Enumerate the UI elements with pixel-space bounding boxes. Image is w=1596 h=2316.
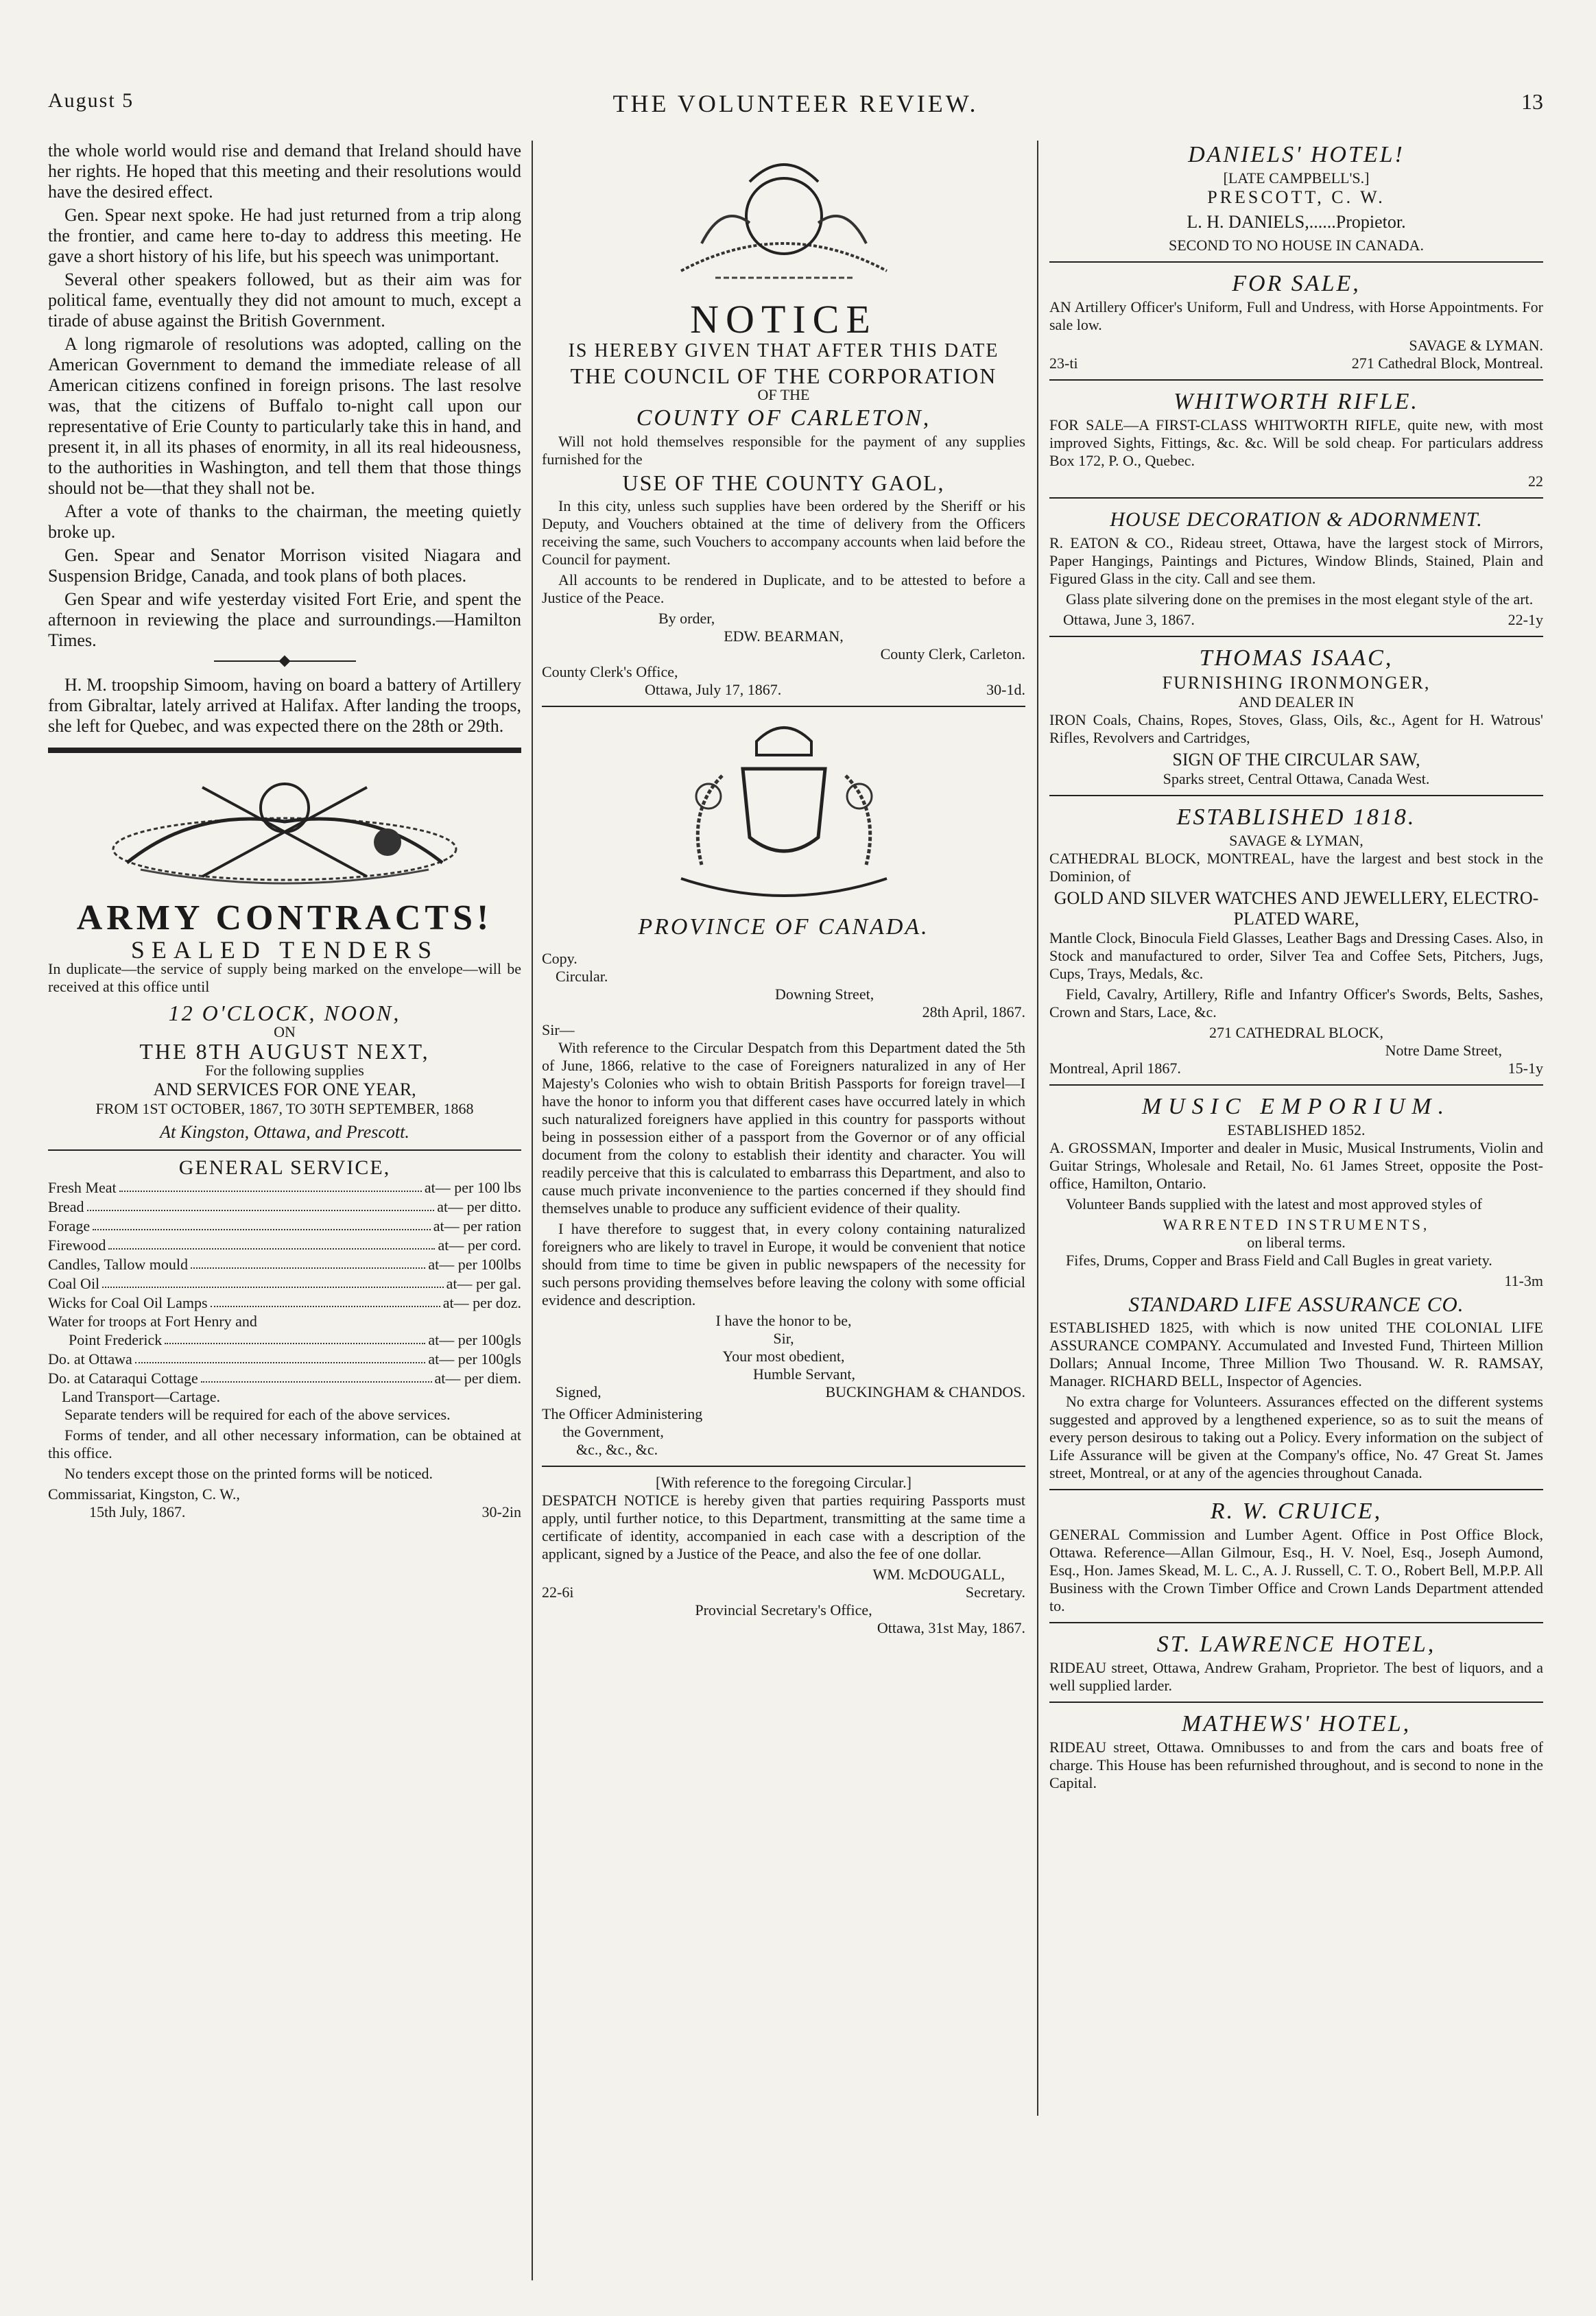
ad-title-established-1818: ESTABLISHED 1818. bbox=[1176, 804, 1416, 830]
circular-recipient: the Government, bbox=[562, 1423, 664, 1440]
circular-text: With reference to the Circular Despatch from this Department dated the 5th of June, 1866, relative to the case of Foreigners naturalized in any of Her Majesty's Colonies who wish to obtain British Passports for foreign travel—I have the honor to inform you that different cases have occurred lately in which such naturalized foreigners have applied in this country for passports without being in possession either of a passport from the Governor or of any official document from the colony to establish their identity and character. You will readily perceive that this is calculated to embarrass this Department, and also to cause much private inconvenience to the parties concerned if they should find themselves unable to produce any sufficient evidence of their quality. bbox=[542, 1039, 1025, 1217]
rule bbox=[1049, 261, 1543, 263]
ad-title-army-contracts: ARMY CONTRACTS! bbox=[76, 898, 493, 938]
ad-text: CATHEDRAL BLOCK, MONTREAL, have the largest and best stock in the Dominion, of bbox=[1049, 850, 1543, 885]
supply-item-row: Firewood at— per cord. bbox=[48, 1237, 521, 1254]
ad-text: Volunteer Bands supplied with the latest and most approved styles of bbox=[1066, 1195, 1482, 1213]
ad-text: 271 CATHEDRAL BLOCK, bbox=[1208, 1024, 1384, 1041]
ad-text: Mantle Clock, Binocula Field Glasses, Leather Bags and Dressing Cases. Also, in Stock and manufactured to order, Silver Tea and Coffee Sets, Pitchers, Jugs, Cups, Trays, Medals, &c. bbox=[1049, 929, 1543, 982]
circular-closing: Sir, bbox=[773, 1330, 794, 1347]
ad-text: SAVAGE & LYMAN, bbox=[1229, 832, 1363, 849]
newspaper-title: THE VOLUNTEER REVIEW. bbox=[612, 90, 979, 117]
circular-recipient: &c., &c., &c. bbox=[576, 1441, 658, 1458]
ad-text: Land Transport—Cartage. bbox=[62, 1388, 220, 1405]
ad-text: RIDEAU street, Ottawa, Andrew Graham, Proprietor. The best of liquors, and a well supplied larder. bbox=[1049, 1659, 1543, 1694]
notice-text: In this city, unless such supplies have been ordered by the Sheriff or his Deputy, and Vouchers obtained at the time of delivery from the Officers receiving the same, such Vouchers to accompany accounts when laid before the Council for payment. bbox=[542, 497, 1025, 568]
section-rule bbox=[48, 748, 521, 753]
ad-title-thomas-isaac: THOMAS ISAAC, bbox=[1199, 645, 1394, 671]
notice-text: THE COUNCIL OF THE CORPORATION bbox=[570, 363, 997, 388]
supply-item-row: Candles, Tallow mould at— per 100lbs bbox=[48, 1256, 521, 1273]
circular-label: Circular. bbox=[556, 968, 608, 985]
ad-text: RIDEAU street, Ottawa. Omnibusses to and from the cars and boats free of charge. This House has been refurnished throughout, and is second to none in the Capital. bbox=[1049, 1739, 1543, 1791]
column-divider bbox=[532, 141, 533, 2280]
ad-text: No extra charge for Volunteers. Assurances effected on the different systems suggested and approved by a lengthened experience, so as to suit the means of every person desirous to taking out a Policy. Every information on the subject of Life Assurance will be given at the Company's office, No. 47 Great St. James street, Montreal, or at any of the agencies throughout Canada. bbox=[1049, 1393, 1543, 1481]
supply-item-row: Do. at Cataraqui Cottage at— per diem. bbox=[48, 1370, 521, 1387]
troopship-paragraph: H. M. troopship Simoom, having on board a battery of Artillery from Gibraltar, lately arrived at Halifax. After landing the troops, she left for Quebec, and was expected there on the 28th or 29th. bbox=[48, 675, 521, 736]
circular-recipient: The Officer Administering bbox=[542, 1405, 703, 1422]
ad-text: AN Artillery Officer's Uniform, Full and Undress, with Horse Appointments. For sale low. bbox=[1049, 298, 1543, 333]
notice-date-row: Ottawa, July 17, 1867. 30-1d. bbox=[645, 681, 1025, 698]
ad-title-whitworth-rifle: WHITWORTH RIFLE. bbox=[1174, 389, 1419, 414]
ad-text: No tenders except those on the printed forms will be noticed. bbox=[64, 1465, 433, 1482]
article-paragraph: After a vote of thanks to the chairman, the meeting quietly broke up. bbox=[48, 501, 521, 542]
circular-closing: Your most obedient, bbox=[722, 1348, 845, 1365]
ad-title-st-lawrence-hotel: ST. LAWRENCE HOTEL, bbox=[1156, 1632, 1436, 1657]
article-paragraph: Gen. Spear and Senator Morrison visited Niagara and Suspension Bridge, Canada, and took plans of both places. bbox=[48, 545, 521, 586]
circular-label: Copy. bbox=[542, 950, 577, 967]
ad-time: 12 O'CLOCK, NOON, bbox=[168, 1001, 401, 1025]
ornamental-rule bbox=[214, 660, 356, 665]
supply-item-row: Coal Oil at— per gal. bbox=[48, 1275, 521, 1292]
notice-signature: County Clerk, Carleton. bbox=[880, 645, 1025, 662]
supply-item-row: Point Frederick at— per 100gls bbox=[69, 1331, 521, 1348]
notice-title: NOTICE bbox=[690, 297, 877, 342]
ad-text: AND DEALER IN bbox=[1238, 693, 1355, 711]
article-paragraph: Gen. Spear next spoke. He had just returned from a trip along the frontier, and came here to-day to address this meeting. He gave a short history of his life, but his speech was unimportant. bbox=[48, 205, 521, 266]
column-right bbox=[1049, 141, 1543, 2275]
ad-text: ESTABLISHED 1852. bbox=[1227, 1121, 1366, 1138]
ad-signature-row: 15th July, 1867. 30-2in bbox=[89, 1503, 521, 1520]
ad-subtitle: SEALED TENDERS bbox=[130, 936, 439, 964]
notice-text: All accounts to be rendered in Duplicate, and to be attested to before a Justice of the Peace. bbox=[542, 571, 1025, 606]
ad-text: Separate tenders will be required for each of the above services. bbox=[64, 1406, 451, 1423]
notice-text: IS HEREBY GIVEN THAT AFTER THIS DATE bbox=[568, 340, 999, 361]
supply-item-row: Do. at Ottawa at— per 100gls bbox=[48, 1350, 521, 1368]
column-middle bbox=[542, 141, 1025, 2275]
notice-text: USE OF THE COUNTY GAOL, bbox=[622, 470, 945, 495]
ad-text: ON bbox=[274, 1023, 296, 1040]
ad-text: SIGN OF THE CIRCULAR SAW, bbox=[1172, 750, 1420, 769]
rule bbox=[1049, 636, 1543, 637]
ad-text: on liberal terms. bbox=[1247, 1234, 1346, 1251]
circular-text: I have therefore to suggest that, in every colony containing naturalized foreigners who are likely to travel in Europe, it would be convenient that notice should from time to time be given in public newspapers of the necessity for such persons providing themselves before leaving the colony with some official evidence and description. bbox=[542, 1220, 1025, 1309]
rule bbox=[1049, 1622, 1543, 1623]
province-title: PROVINCE OF CANADA. bbox=[638, 914, 929, 940]
ad-text: Sparks street, Central Ottawa, Canada West. bbox=[1163, 770, 1430, 787]
despatch-office: Provincial Secretary's Office, bbox=[695, 1601, 872, 1619]
ad-footer-row: Ottawa, June 3, 1867. 22-1y bbox=[1063, 611, 1543, 628]
circular-salutation: Sir— bbox=[542, 1021, 575, 1038]
ad-text: GENERAL Commission and Lumber Agent. Office in Post Office Block, Ottawa. Reference—Allan Gilmour, Esq., H. V. Noel, Esq., Joseph Aumond, Esq., Hon. James Skead, M. L. C., A. J. Russell, C. T. O., Robert Bell, M.P.P. All Business with the Crown Timber Office and Crown Lands Department attended to. bbox=[1049, 1526, 1543, 1614]
despatch-notice: DESPATCH NOTICE is hereby given that parties requiring Passports must apply, until further notice, to this Department, transmitting at the same time a certificate of identity, accompanied in each case with a description of the applicant, signed by a Justice of the Peace, and also the fee of one dollar. bbox=[542, 1492, 1025, 1562]
article-paragraph: Several other speakers followed, but as their aim was for political fame, eventually they did not amount to much, except a tirade of abuse against the British Government. bbox=[48, 270, 521, 331]
rule bbox=[48, 1149, 521, 1151]
notice-text: OF THE bbox=[757, 386, 810, 403]
ad-title-for-sale: FOR SALE, bbox=[1232, 271, 1361, 296]
rule bbox=[1049, 795, 1543, 796]
ad-footer-row: 23-ti 271 Cathedral Block, Montreal. bbox=[1049, 355, 1543, 372]
military-trophy-engraving bbox=[99, 760, 470, 897]
ad-text: Forms of tender, and all other necessary information, can be obtained at this office. bbox=[48, 1426, 521, 1461]
ad-text: WARRENTED INSTRUMENTS, bbox=[1163, 1216, 1430, 1233]
header-date: August 5 bbox=[48, 89, 134, 112]
notice-office: County Clerk's Office, bbox=[542, 663, 678, 680]
rule bbox=[542, 1466, 1025, 1467]
ad-text: Fifes, Drums, Copper and Brass Field and Call Bugles in great variety. bbox=[1066, 1252, 1492, 1269]
circular-closing: I have the honor to be, bbox=[715, 1312, 852, 1329]
ad-date: THE 8TH AUGUST NEXT, bbox=[139, 1039, 430, 1064]
column-left bbox=[48, 141, 521, 2275]
ad-footer-row: Montreal, April 1867. 15-1y bbox=[1049, 1060, 1543, 1077]
ad-text: SECOND TO NO HOUSE IN CANADA. bbox=[1169, 237, 1424, 254]
ad-text: ESTABLISHED 1825, with which is now united THE COLONIAL LIFE ASSURANCE COMPANY. Accumulated and Invested Fund, Thirteen Million Dollars; Annual Income, Three Million Two Thousand. W. R. RAMSAY, Manager. RICHARD BELL, Inspector of Agencies. bbox=[1049, 1319, 1543, 1389]
rule bbox=[1049, 1702, 1543, 1703]
ad-text: FROM 1ST OCTOBER, 1867, TO 30TH SEPTEMBER, 1868 bbox=[95, 1100, 474, 1117]
ad-section-heading: GENERAL SERVICE, bbox=[178, 1156, 391, 1179]
ad-text: FURNISHING IRONMONGER, bbox=[1162, 673, 1431, 693]
ad-title-daniels-hotel: DANIELS' HOTEL! bbox=[1188, 142, 1405, 167]
ad-title-music-emporium: MUSIC EMPORIUM. bbox=[1141, 1094, 1451, 1119]
rule bbox=[1049, 379, 1543, 381]
ad-title-house-decoration: HOUSE DECORATION & ADORNMENT. bbox=[1110, 508, 1483, 531]
rule bbox=[542, 706, 1025, 707]
ad-signature: Commissariat, Kingston, C. W., bbox=[48, 1485, 240, 1503]
notice-text: Will not hold themselves responsible for the payment of any supplies furnished for the bbox=[542, 433, 1025, 468]
despatch-reference: [With reference to the foregoing Circular.] bbox=[656, 1474, 912, 1491]
supply-item-label: Water for troops at Fort Henry and bbox=[48, 1313, 257, 1330]
supply-item-row: Bread at— per ditto. bbox=[48, 1198, 521, 1215]
notice-county: COUNTY OF CARLETON, bbox=[636, 405, 931, 431]
ad-text: R. EATON & CO., Rideau street, Ottawa, have the largest stock of Mirrors, Paper Hangings, Paintings and Pictures, Window Blinds, Stained, Plain and Figured Glass in the city. Call and see them. bbox=[1049, 534, 1543, 587]
circular-signature-row: Signed, BUCKINGHAM & CHANDOS. bbox=[556, 1383, 1025, 1400]
article-paragraph: A long rigmarole of resolutions was adopted, calling on the American Government to demand the immediate release of all American citizens confined in foreign prisons. The last resolve was, that the citizens of Buffalo to-night call upon our representative of Erie County to particularly take this in hand, and present it, in all its phases of enormity, in all its real hideousness, to the authorities in Washington, and tell them that those things should not be—that they shall not be. bbox=[48, 334, 521, 498]
coat-of-arms-engraving bbox=[640, 714, 928, 913]
ad-code: 11-3m bbox=[1504, 1272, 1543, 1289]
ad-text: Notre Dame Street, bbox=[1385, 1042, 1502, 1059]
rule bbox=[1049, 497, 1543, 499]
article-paragraph: the whole world would rise and demand that Ireland should have her rights. He hoped that this meeting and their resolutions would have the desired effect. bbox=[48, 141, 521, 202]
ad-text: In duplicate—the service of supply being marked on the envelope—will be received at this office until bbox=[48, 960, 521, 995]
circular-from: Downing Street, bbox=[775, 986, 874, 1003]
royal-crest-engraving bbox=[640, 141, 928, 298]
ad-text: Field, Cavalry, Artillery, Rifle and Infantry Officer's Swords, Belts, Sashes, Crown and Stars, Lace, &c. bbox=[1049, 986, 1543, 1020]
ad-text: [LATE CAMPBELL'S.] bbox=[1223, 169, 1370, 187]
ad-text: AND SERVICES FOR ONE YEAR, bbox=[153, 1079, 416, 1099]
ad-title-standard-life: STANDARD LIFE ASSURANCE CO. bbox=[1128, 1292, 1464, 1316]
circular-date: 28th April, 1867. bbox=[922, 1003, 1025, 1020]
despatch-signature-row: 22-6i Secretary. bbox=[542, 1584, 1025, 1601]
ad-text: For the following supplies bbox=[205, 1062, 364, 1079]
ad-text: GOLD AND SILVER WATCHES AND JEWELLERY, ELECTRO-PLATED WARE, bbox=[1053, 888, 1539, 929]
page-header bbox=[48, 89, 1543, 123]
supply-item-row: Fresh Meat at— per 100 lbs bbox=[48, 1179, 521, 1196]
ad-text: FOR SALE—A FIRST-CLASS WHITWORTH RIFLE, quite new, with most improved Sights, Fittings, &c. &c. Will be sold cheap. For particulars address Box 172, P. O., Quebec. bbox=[1049, 416, 1543, 469]
ad-text: A. GROSSMAN, Importer and dealer in Music, Musical Instruments, Violin and Guitar Strings, Wholesale and Retail, No. 61 James Street, opposite the Post-office, Hamilton, Ontario. bbox=[1049, 1139, 1543, 1192]
ad-text: PRESCOTT, C. W. bbox=[1207, 187, 1385, 207]
ad-code: 22 bbox=[1528, 473, 1543, 490]
page-number: 13 bbox=[1521, 89, 1543, 114]
supply-item-row: Wicks for Coal Oil Lamps at— per doz. bbox=[48, 1294, 521, 1311]
column-divider bbox=[1037, 141, 1038, 2116]
rule bbox=[1049, 1489, 1543, 1490]
ad-title-cruice: R. W. CRUICE, bbox=[1210, 1499, 1383, 1524]
ad-text: L. H. DANIELS,......Propietor. bbox=[1187, 212, 1406, 232]
supply-item-row: Forage at— per ration bbox=[48, 1217, 521, 1234]
notice-signature: EDW. BEARMAN, bbox=[724, 628, 844, 645]
ad-text: At Kingston, Ottawa, and Prescott. bbox=[160, 1122, 409, 1142]
despatch-signature: WM. McDOUGALL, bbox=[872, 1566, 1005, 1583]
ad-title-mathews-hotel: MATHEWS' HOTEL, bbox=[1181, 1711, 1412, 1736]
despatch-date: Ottawa, 31st May, 1867. bbox=[877, 1619, 1025, 1636]
ad-text: SAVAGE & LYMAN. bbox=[1409, 337, 1543, 354]
ad-text: IRON Coals, Chains, Ropes, Stoves, Glass, Oils, &c., Agent for H. Watrous' Rifles, Revolvers and Cartridges, bbox=[1049, 711, 1543, 746]
article-paragraph: Gen Spear and wife yesterday visited Fort Erie, and spent the afternoon in reviewing the place and surroundings.—Hamilton Times. bbox=[48, 589, 521, 650]
ad-text: Glass plate silvering done on the premises in the most elegant style of the art. bbox=[1066, 590, 1534, 608]
notice-text: By order, bbox=[658, 610, 715, 627]
rule bbox=[1049, 1084, 1543, 1086]
circular-closing: Humble Servant, bbox=[752, 1365, 856, 1383]
